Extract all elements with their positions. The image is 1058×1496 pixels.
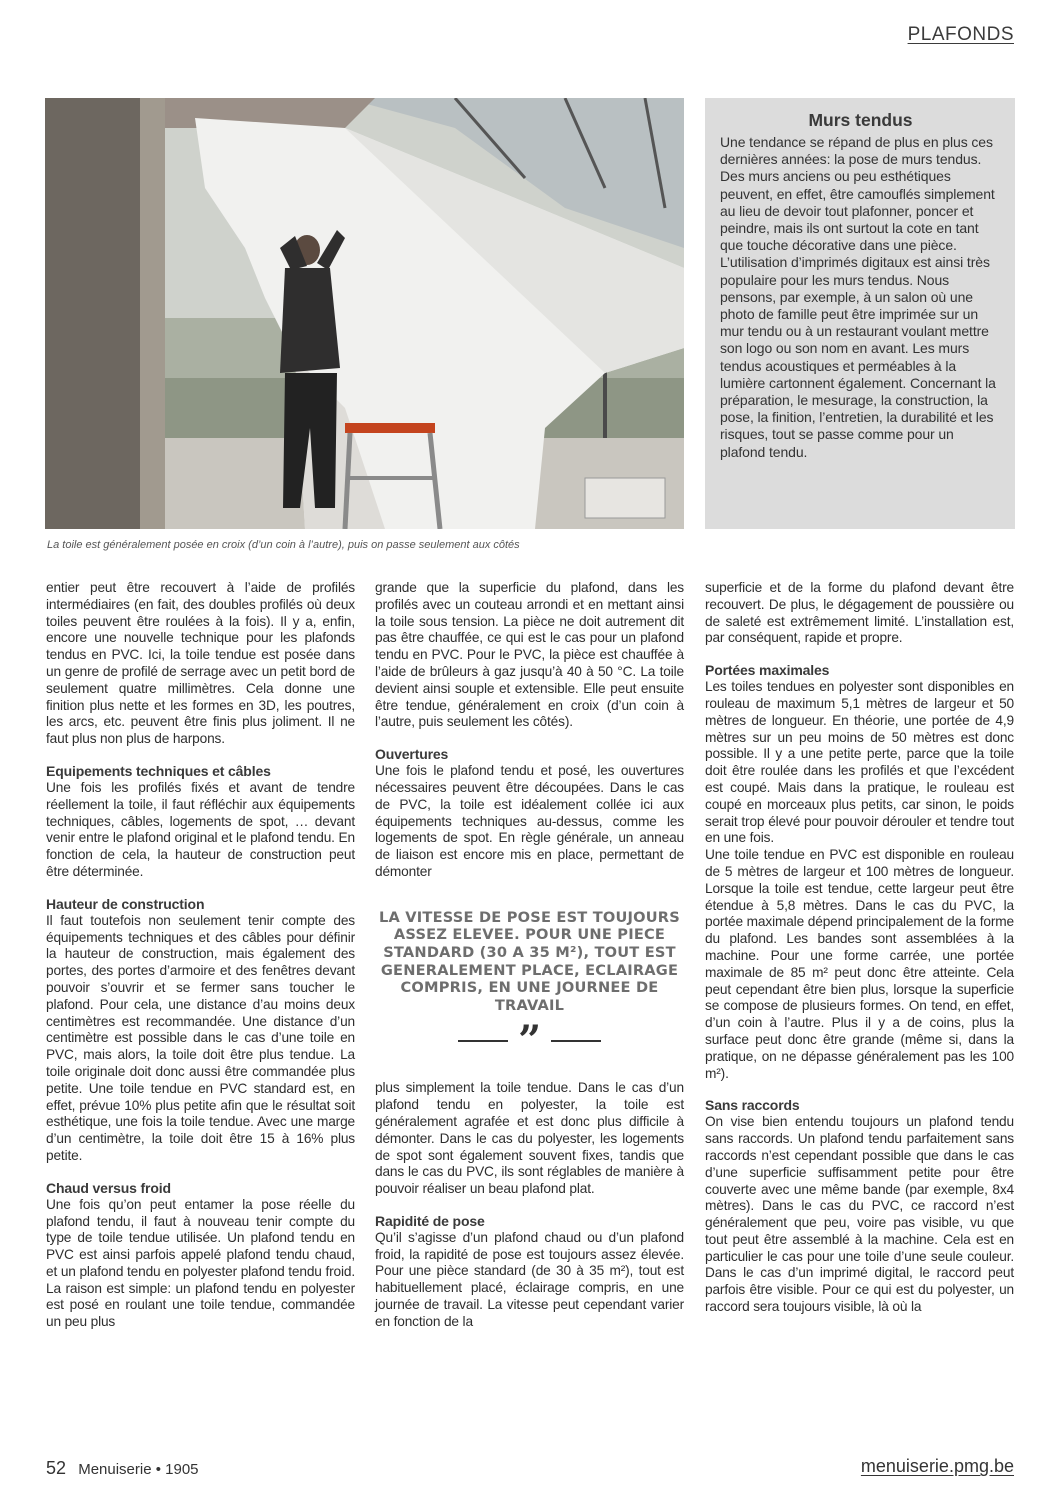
para-hauteur: Il faut toutefois non seulement tenir compte des équipements techniques et des câbles pour définir la hauteur de construction, mais également des portes, des portes d’armoire et des fenêtres devant pouvoir s’ouvrir et se fermer sans toucher le plafond. Pour cela, une distance d’au moins deux centimètres est recommandée. Une distance d’un centimètre est possible dans le cas d’une toile en PVC, mais alors, la toile doit être plus tendue. La toile originale doit donc aussi être commandée plus petite. Une toile tendue en PVC standard est, en effet, prévue 10% plus petite afin que le résultat soit esthétique, une fois la toile tendue. Avec une marge d’un centimètre, la toile doit être 15 à 16% plus petite. xyxy=(46,912,355,1163)
pull-quote: LA VITESSE DE POSE EST TOUJOURS ASSEZ ELEVEE. POUR UNE PIECE STANDARD (30 A 35 M²), TOUT EST GENERALEMENT PLACE, ECLAIRAGE COMPRIS, EN UNE JOURNEE DE TRAVAIL xyxy=(379,908,680,1014)
section-label: PLAFONDS xyxy=(907,24,1014,45)
para-chaud-froid: Une fois qu’on peut entamer la pose réelle du plafond tendu, il faut à nouveau tenir compte du type de toile tendue utilisée. Un plafond tendu en PVC est ainsi parfois appelé plafond tendu chaud, et un plafond tendu en polyester plafond tendu froid. La raison est simple: un plafond tendu en polyester est posé en roulant une toile tendue, commandée un peu plus xyxy=(46,1196,355,1330)
stretched-ceiling-installation-photo xyxy=(45,98,684,529)
sidebar-box-murs-tendus xyxy=(705,98,1015,529)
photo-caption: La toile est généralement posée en croix (d’un coin à l’autre), puis on passe seulement aux côtés xyxy=(47,539,520,551)
article-column-3 xyxy=(705,580,1014,1316)
website-link[interactable]: menuiserie.pmg.be xyxy=(860,1456,1014,1476)
para-ouvertures: Une fois le plafond tendu et posé, les ouvertures nécessaires peuvent être découpées. Dans le cas de PVC, la toile est idéalement collée ici aux équipements techniques au-dessus, comme les logements de spot. En règle générale, un anneau de liaison est encore mis en place, permettant de démonter xyxy=(375,763,684,879)
sidebar-title: Murs tendus xyxy=(808,110,913,130)
para-portees-2: Une toile tendue en PVC est disponible en rouleau de 5 mètres de largeur et 100 mètres de longueur. Lorsque la toile est tendue, cette largeur peut être étendue à 5,8 mètres. Dans le cas du PVC, la portée maximale dépend principalement de la forme du plafond. Les bandes sont assemblées à la machine. Pour une forme carrée, une portée maximale de 85 m² peut donc être atteinte. Cela peut cependant être bien plus, lorsque la superficie se compose de plusieurs formes. On tend, en effet, d’un coin à l’autre. Plus il y a de coins, plus la surface peut donc être grande (même si, dans la pratique, on ne dépasse généralement pas les 100 m²). xyxy=(705,847,1014,1081)
para-raccords: On vise bien entendu toujours un plafond tendu sans raccords. Un plafond tendu parfaitement sans raccords n’est cependant possible que dans le cas d’une superficie suffisamment petite pour être couverte avec une même bande (par exemple, 8x4 mètres). Dans le cas du PVC, ce raccord n’est généralement que peu, voire pas visible, vu que tout peut être assemblé à la machine. Cela est en particulier le cas pour une toile d’une seule couleur. Dans le cas d’un imprimé digital, le raccord peut parfois être visible. Pour ce qui est du polyester, un raccord sera toujours visible, là où la xyxy=(705,1114,1014,1315)
col3-intro: superficie et de la forme du plafond devant être recouvert. De plus, le dégagement de poussière ou de saleté est extrêmement limité. L’installation est, par conséquent, rapide et propre. xyxy=(705,580,1014,646)
quote-rule-right xyxy=(551,1040,601,1042)
article-column-2 xyxy=(375,580,684,1331)
para-rapidite: Qu’il s’agisse d’un plafond chaud ou d’un plafond froid, la rapidité de pose est toujours assez élevée. Pour une pièce standard (de 30 à 35 m²), tout est habituellement placé, éclairage compris, en une journée de travail. La vitesse peut cependant varier en fonction de la xyxy=(375,1229,684,1329)
sidebar-body: Une tendance se répand de plus en plus ces dernières années: la pose de murs tendus. Des murs anciens ou peu esthétiques peuvent, en effet, être camouflés simplement au lieu de devoir tout plafonner, poncer et peindre, mais ils ont surtout la cote en tant que touche décorative dans une pièce. L’utilisation d’imprimés digitaux est ainsi très populaire pour les murs tendus. Nous pensons, par exemple, à un salon où une photo de famille peut être imprimée sur un mur tendu ou à un restaurant voulant mettre son logo ou son nom en avant. Les murs tendus acoustiques et perméables à la lumière cartonnent également. Concernant la préparation, le mesurage, la construction, la pose, la finition, l’entretien, la durabilité et les risques, tout se passe comme pour un plafond tendu. xyxy=(720,134,996,460)
col1-intro: entier peut être recouvert à l’aide de profilés intermédiaires (en fait, des doubles profilés où deux toiles peuvent être roulées à la fois). Il y a, enfin, encore une nouvelle technique pour les plafonds tendus en PVC. Ici, la toile tendue est posée dans un genre de profilé de serrage avec un petit bord de seulement quatre millimètres. Cela donne une finition plus nette et les formes en 3D, les poutres, les arcs, etc. peuvent être finis plus joliment. Il ne faut plus non plus de harpons. xyxy=(46,580,355,747)
photo-illustration xyxy=(45,98,684,529)
para-equipements: Une fois les profilés fixés et avant de tendre réellement la toile, il faut réfléchir aux équipements techniques, câbles, logements de spot, … devant venir entre le plafond original et le plafond tendu. En fonction de cela, la hauteur de construction peut être déterminée. xyxy=(46,779,355,879)
heading-portees: Portées maximales xyxy=(705,662,830,679)
quote-rule-left xyxy=(458,1040,508,1042)
heading-chaud-froid: Chaud versus froid xyxy=(46,1179,171,1196)
para-portees-1: Les toiles tendues en polyester sont disponibles en rouleau de maximum 5,1 mètres de largeur et 50 mètres de longueur. En théorie, une portée de 4,9 mètres sur un peu moins de 50 mètres est donc possible. Il y a une petite perte, parce que la toile doit être roulée dans les profilés et que l’excédent est coupé. Mais dans la pratique, le rouleau est coupé en morceaux plus petits, car sinon, le poids serait trop élevé pour pouvoir dérouler et tendre tout en une fois. xyxy=(705,679,1014,846)
magazine-issue: Menuiserie • 1905 xyxy=(78,1461,199,1478)
heading-rapidite: Rapidité de pose xyxy=(375,1212,485,1229)
footer-left xyxy=(46,1458,199,1479)
page-number: 52 xyxy=(46,1458,67,1478)
para-after-quote: plus simplement la toile tendue. Dans le cas d’un plafond tendu en polyester, la toile est généralement agrafée et est donc plus difficile à démonter. Dans le cas du polyester, les logements de spot sont également souvent fixes, tandis que dans le cas du PVC, ils sont réglables de manière à pouvoir réaliser un beau plafond plat. xyxy=(375,1080,684,1197)
col2-intro: grande que la superficie du plafond, dans les profilés avec un couteau arrondi et en mettant ainsi la toile sous tension. La pièce ne doit autrement dit pas être chauffée, ce qui est le cas pour un plafond tendu en PVC. Pour le PVC, la pièce est chauffée à l’aide de brûleurs à gaz jusqu’à 40 à 50 °C. La toile devient ainsi souple et extensible. Elle peut ensuite être tendue, généralement en croix (d’un coin à l’autre, puis seulement les côtés). xyxy=(375,580,684,730)
heading-hauteur: Hauteur de construction xyxy=(46,895,205,912)
closing-quote-icon: ” xyxy=(518,1017,541,1065)
quote-mark xyxy=(375,1017,684,1065)
heading-equipements: Equipements techniques et câbles xyxy=(46,762,271,779)
article-column-1 xyxy=(46,580,355,1331)
heading-raccords: Sans raccords xyxy=(705,1097,800,1114)
heading-ouvertures: Ouvertures xyxy=(375,746,449,763)
